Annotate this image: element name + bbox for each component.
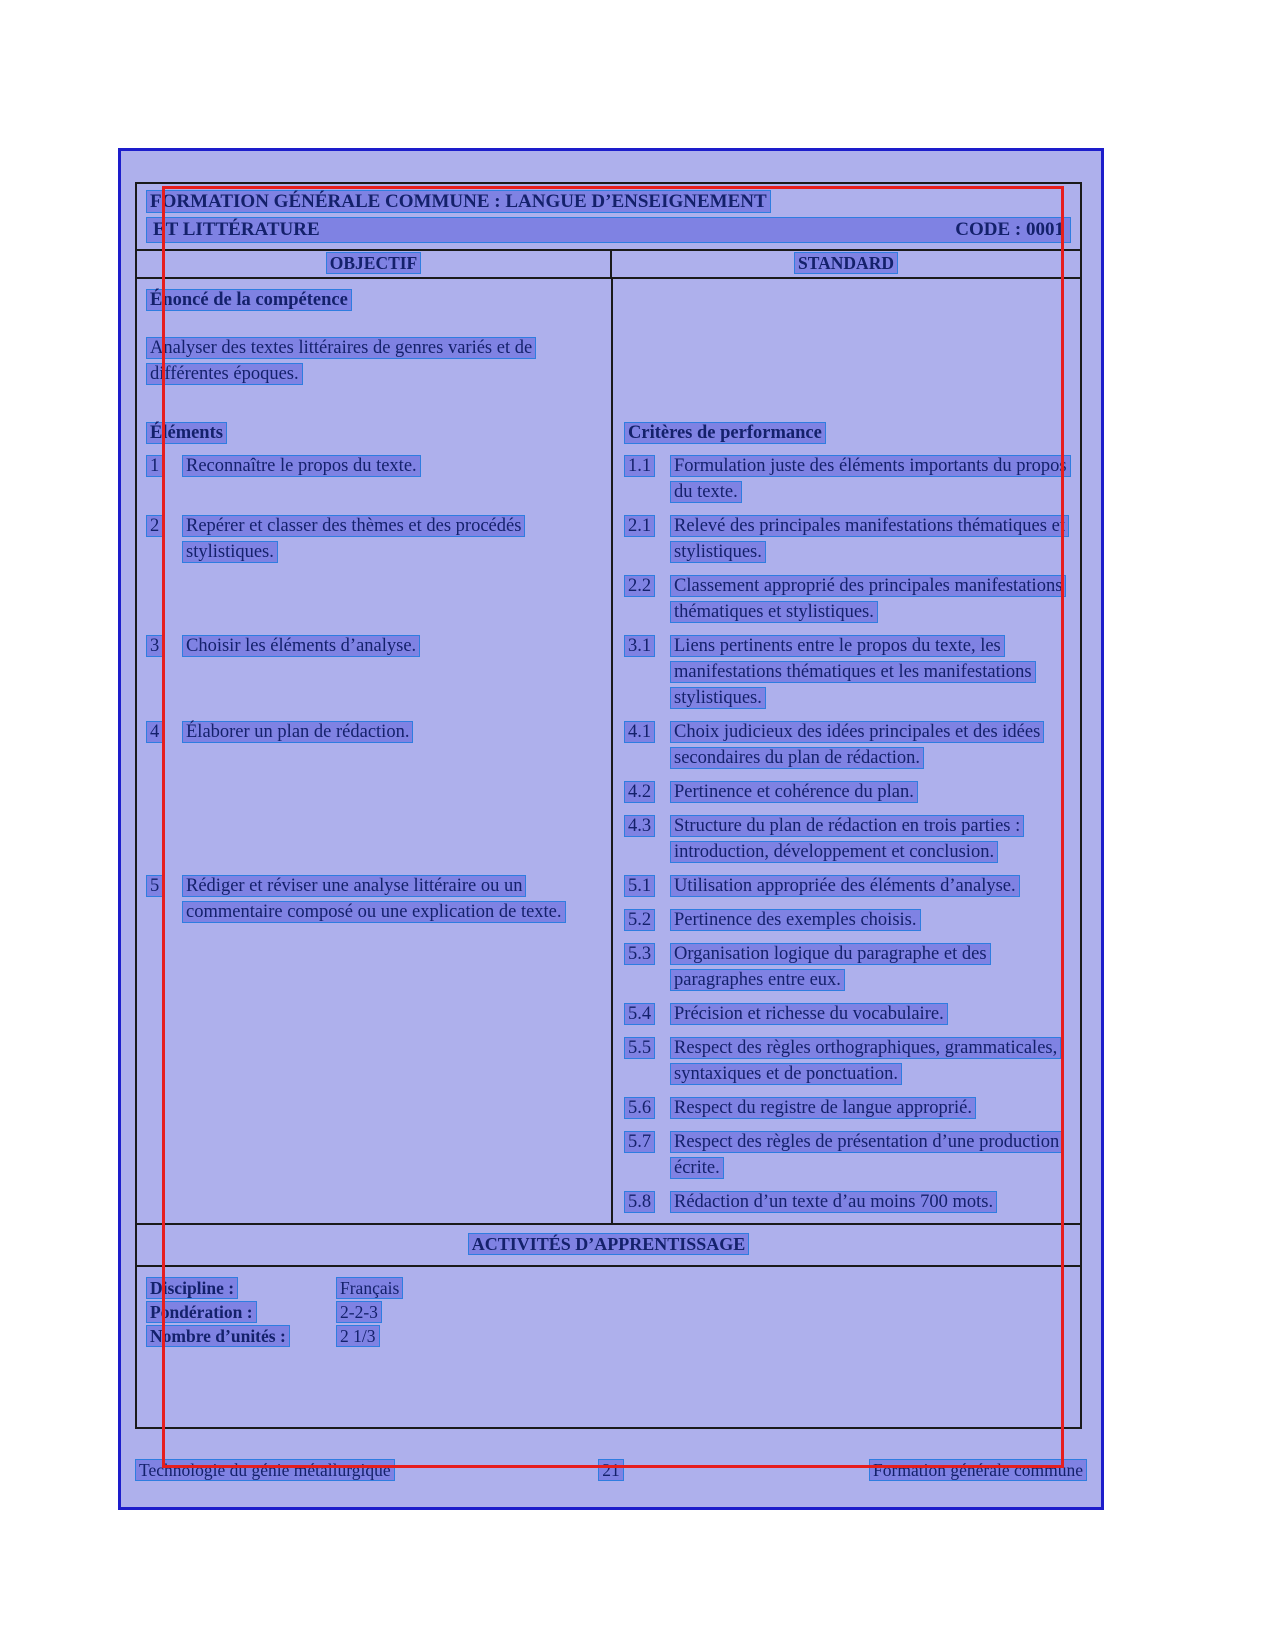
competence-heading-wrap — [146, 287, 596, 313]
subheadings-row — [137, 420, 1080, 446]
competence-row — [137, 287, 1080, 420]
info-value-wrap — [336, 1324, 1071, 1348]
criterion-number-wrap — [624, 719, 670, 745]
criterion-text-wrap — [670, 513, 1068, 565]
info-row-discipline — [146, 1276, 1071, 1300]
title-line2-bar — [146, 217, 1071, 243]
criterion-text: Choix judicieux des idées principales et des idées secondaires du plan de rédaction. — [670, 721, 1044, 769]
info-row-ponderation — [146, 1300, 1071, 1324]
footer-left-wrap — [135, 1460, 452, 1481]
footer-right-text: Formation générale commune — [869, 1459, 1087, 1481]
element-text-wrap — [182, 513, 596, 565]
element-row — [137, 873, 1080, 1223]
element-number: 4 — [146, 721, 163, 743]
criterion-number-wrap — [624, 453, 670, 479]
element-number-wrap — [146, 719, 182, 745]
criterion-number: 5.3 — [624, 943, 655, 965]
element-cell — [137, 873, 612, 1223]
element-text-wrap — [182, 633, 596, 659]
criterion-text-wrap — [670, 573, 1068, 625]
criterion — [624, 719, 1068, 771]
discipline-label: Discipline : — [146, 1277, 238, 1299]
element-text: Choisir les éléments d’analyse. — [182, 635, 420, 657]
info-label-wrap — [146, 1276, 336, 1300]
criterion — [624, 1035, 1068, 1087]
footer-left-text: Technologie du génie métallurgique — [135, 1459, 395, 1481]
criterion-text: Structure du plan de rédaction en trois parties : introduction, développement et conclusion. — [670, 815, 1024, 863]
criterion — [624, 453, 1068, 505]
criterion-number: 5.2 — [624, 909, 655, 931]
element-row — [137, 633, 1080, 719]
element-text-wrap — [182, 453, 596, 479]
criterion-text: Relevé des principales manifestations thématiques et stylistiques. — [670, 515, 1069, 563]
criteria-cell — [612, 873, 1080, 1223]
criterion — [624, 873, 1068, 899]
title-line1-wrap — [146, 189, 1071, 214]
criterion-text: Rédaction d’un texte d’au moins 700 mots. — [670, 1191, 997, 1213]
element-text: Reconnaître le propos du texte. — [182, 455, 421, 477]
elements-heading: Éléments — [146, 422, 227, 444]
criterion-text-wrap — [670, 779, 1068, 805]
criterion-number: 3.1 — [624, 635, 655, 657]
column-header-objectif — [137, 251, 612, 277]
criterion — [624, 1129, 1068, 1181]
element-row — [137, 513, 1080, 633]
criterion-number: 2.2 — [624, 575, 655, 597]
element-number-wrap — [146, 873, 182, 899]
footer-right-wrap — [770, 1460, 1087, 1481]
standard-label: STANDARD — [794, 252, 898, 274]
competence-right-empty-cell — [612, 287, 1080, 420]
criterion — [624, 1095, 1068, 1121]
element-text: Rédiger et réviser une analyse littéraire ou un commentaire composé ou une explication de texte. — [182, 875, 566, 923]
criterion-text-wrap — [670, 719, 1068, 771]
criteria-cell — [612, 633, 1080, 719]
criteria-cell — [612, 719, 1080, 873]
criterion-number-wrap — [624, 573, 670, 599]
criterion-number: 5.1 — [624, 875, 655, 897]
criterion-text: Pertinence des exemples choisis. — [670, 909, 921, 931]
element-row — [137, 453, 1080, 513]
element-cell — [137, 453, 612, 513]
criterion — [624, 779, 1068, 805]
criterion-number-wrap — [624, 813, 670, 839]
element-text: Repérer et classer des thèmes et des procédés stylistiques. — [182, 515, 525, 563]
criterion-number-wrap — [624, 1035, 670, 1061]
elements-heading-cell — [137, 420, 612, 446]
element-number: 2 — [146, 515, 163, 537]
criterion-text-wrap — [670, 1095, 1068, 1121]
criterion-text: Respect des règles de présentation d’une production écrite. — [670, 1131, 1063, 1179]
criterion-number-wrap — [624, 941, 670, 967]
discipline-value: Français — [336, 1277, 403, 1299]
info-section — [137, 1267, 1080, 1427]
competence-heading: Énoncé de la compétence — [146, 289, 352, 311]
element-number: 3 — [146, 635, 163, 657]
element-cell — [137, 719, 612, 873]
criterion-text: Liens pertinents entre le propos du texte, les manifestations thématiques et les manifestations stylistiques. — [670, 635, 1036, 709]
criterion-number-wrap — [624, 779, 670, 805]
competence-text-wrap — [146, 335, 596, 387]
column-header-standard — [612, 251, 1080, 277]
document-sheet — [118, 148, 1104, 1510]
criterion-text: Utilisation appropriée des éléments d’analyse. — [670, 875, 1020, 897]
criterion — [624, 573, 1068, 625]
info-value-wrap — [336, 1276, 1071, 1300]
doc-code: CODE : 0001 — [955, 219, 1064, 240]
element-number: 1 — [146, 455, 163, 477]
competence-cell — [137, 287, 612, 420]
table-body — [137, 279, 1080, 1225]
ponderation-value: 2-2-3 — [336, 1301, 382, 1323]
element-item — [146, 453, 596, 479]
criterion-number: 5.8 — [624, 1191, 655, 1213]
criterion-number-wrap — [624, 513, 670, 539]
element-item — [146, 633, 596, 659]
criterion-text-wrap — [670, 941, 1068, 993]
element-item — [146, 719, 596, 745]
competence-text: Analyser des textes littéraires de genres variés et de différentes époques. — [146, 337, 536, 385]
element-text-wrap — [182, 873, 596, 925]
info-value-wrap — [336, 1300, 1071, 1324]
criterion-text-wrap — [670, 813, 1068, 865]
element-text: Élaborer un plan de rédaction. — [182, 721, 413, 743]
criterion-text-wrap — [670, 1001, 1068, 1027]
info-label-wrap — [146, 1324, 336, 1348]
element-cell — [137, 513, 612, 633]
course-table — [135, 182, 1082, 1429]
ponderation-label: Pondération : — [146, 1301, 257, 1323]
criterion-number: 5.6 — [624, 1097, 655, 1119]
column-headers-row — [137, 251, 1080, 279]
criterion-number: 5.7 — [624, 1131, 655, 1153]
objectif-label: OBJECTIF — [326, 252, 422, 274]
criterion — [624, 633, 1068, 711]
element-text-wrap — [182, 719, 596, 745]
criterion-number: 1.1 — [624, 455, 655, 477]
element-item — [146, 513, 596, 565]
table-title-row — [137, 184, 1080, 251]
criterion-number: 4.3 — [624, 815, 655, 837]
criterion — [624, 813, 1068, 865]
activities-row — [137, 1225, 1080, 1267]
criterion-text-wrap — [670, 907, 1068, 933]
criteria-cell — [612, 513, 1080, 633]
criterion-number: 4.1 — [624, 721, 655, 743]
element-number-wrap — [146, 633, 182, 659]
criterion-number-wrap — [624, 1129, 670, 1155]
element-row — [137, 719, 1080, 873]
unites-value: 2 1/3 — [336, 1325, 380, 1347]
element-number-wrap — [146, 513, 182, 539]
criterion — [624, 1001, 1068, 1027]
criterion — [624, 907, 1068, 933]
unites-label: Nombre d’unités : — [146, 1325, 290, 1347]
element-number-wrap — [146, 453, 182, 479]
footer-center-wrap — [452, 1460, 769, 1481]
criterion-number-wrap — [624, 633, 670, 659]
page-footer — [135, 1460, 1087, 1481]
doc-title-line2: ET LITTÉRATURE — [153, 219, 320, 240]
criterion-text: Pertinence et cohérence du plan. — [670, 781, 918, 803]
criterion — [624, 513, 1068, 565]
criterion-number-wrap — [624, 1001, 670, 1027]
criterion-text: Organisation logique du paragraphe et des paragraphes entre eux. — [670, 943, 991, 991]
criterion-number: 5.4 — [624, 1003, 655, 1025]
footer-page-number: 21 — [598, 1459, 624, 1481]
criterion-number-wrap — [624, 873, 670, 899]
criterion-text: Précision et richesse du vocabulaire. — [670, 1003, 948, 1025]
criterion-text-wrap — [670, 453, 1068, 505]
criterion-text-wrap — [670, 873, 1068, 899]
criterion-number: 4.2 — [624, 781, 655, 803]
criterion-number: 5.5 — [624, 1037, 655, 1059]
doc-title-line1: FORMATION GÉNÉRALE COMMUNE : LANGUE D’ENSEIGNEMENT — [146, 190, 771, 213]
criterion-text-wrap — [670, 633, 1068, 711]
element-number: 5 — [146, 875, 163, 897]
criterion-text: Respect des règles orthographiques, grammaticales, syntaxiques et de ponctuation. — [670, 1037, 1061, 1085]
criterion-text: Formulation juste des éléments importants du propos du texte. — [670, 455, 1071, 503]
criteria-heading: Critères de performance — [624, 422, 826, 444]
activities-heading: ACTIVITÉS D’APPRENTISSAGE — [468, 1233, 750, 1255]
criteria-heading-cell — [612, 420, 1080, 446]
criterion — [624, 941, 1068, 993]
criterion-number-wrap — [624, 1189, 670, 1215]
criterion-text-wrap — [670, 1189, 1068, 1215]
criterion — [624, 1189, 1068, 1215]
info-label-wrap — [146, 1300, 336, 1324]
column-divider — [611, 279, 613, 1223]
criteria-cell — [612, 453, 1080, 513]
criterion-text: Classement approprié des principales manifestations thématiques et stylistiques. — [670, 575, 1066, 623]
criterion-text: Respect du registre de langue approprié. — [670, 1097, 976, 1119]
element-item — [146, 873, 596, 925]
criterion-number-wrap — [624, 1095, 670, 1121]
criterion-number: 2.1 — [624, 515, 655, 537]
criterion-text-wrap — [670, 1129, 1068, 1181]
element-cell — [137, 633, 612, 719]
criterion-number-wrap — [624, 907, 670, 933]
info-row-unites — [146, 1324, 1071, 1348]
criterion-text-wrap — [670, 1035, 1068, 1087]
